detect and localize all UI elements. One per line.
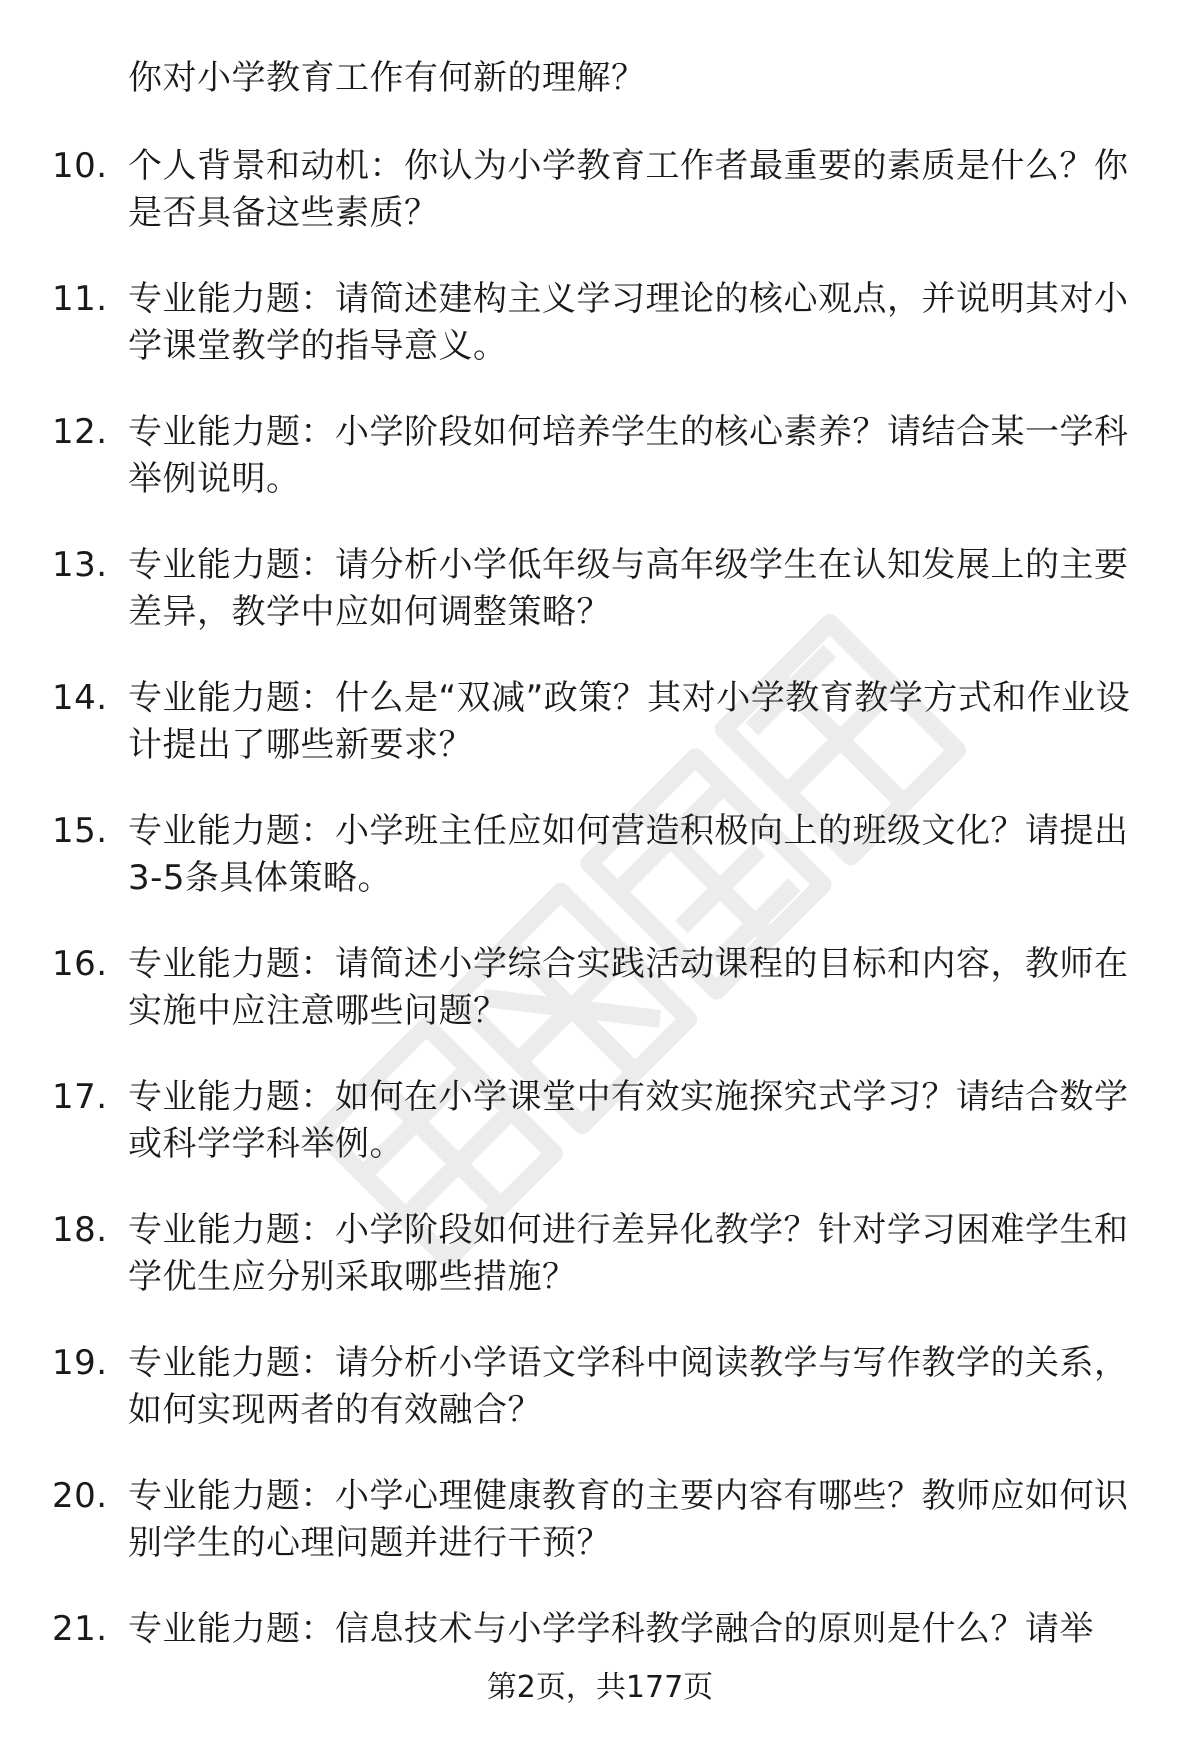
question-text-continuation: 你对小学教育工作有何新的理解？ (128, 58, 646, 98)
list-item (0, 1340, 1200, 1434)
question-text: 专业能力题：小学班主任应如何营造积极向上的班级文化？请提出3-5条具体策略。 (128, 811, 1129, 898)
question-text: 专业能力题：如何在小学课堂中有效实施探究式学习？请结合数学或科学学科举例。 (128, 1077, 1129, 1164)
list-item (0, 808, 1200, 902)
question-text: 专业能力题：信息技术与小学学科教学融合的原则是什么？请举 (128, 1609, 1094, 1649)
list-item (0, 55, 1200, 102)
question-number: 11. (52, 279, 108, 319)
question-text: 专业能力题：小学阶段如何培养学生的核心素养？请结合某一学科举例说明。 (128, 412, 1129, 499)
list-item (0, 941, 1200, 1035)
question-number: 10. (52, 146, 108, 186)
page-footer: 第2页，共177页 (486, 1670, 714, 1705)
question-number: 12. (52, 412, 108, 452)
question-number: 21. (52, 1609, 108, 1649)
question-number: 17. (52, 1077, 108, 1117)
list-item (0, 143, 1200, 237)
question-text: 专业能力题：请分析小学低年级与高年级学生在认知发展上的主要差异，教学中应如何调整策略？ (128, 545, 1129, 632)
question-text: 专业能力题：小学阶段如何进行差异化教学？针对学习困难学生和学优生应分别采取哪些措施？ (128, 1210, 1129, 1297)
list-item (0, 409, 1200, 503)
question-text: 专业能力题：请分析小学语文学科中阅读教学与写作教学的关系，如何实现两者的有效融合？ (128, 1343, 1129, 1430)
question-number: 14. (52, 678, 108, 718)
list-item (0, 675, 1200, 769)
list-item (0, 1074, 1200, 1168)
list-item (0, 1606, 1200, 1653)
question-number: 19. (52, 1343, 108, 1383)
question-text: 专业能力题：小学心理健康教育的主要内容有哪些？教师应如何识别学生的心理问题并进行干预？ (128, 1476, 1129, 1563)
question-number: 18. (52, 1210, 108, 1250)
question-text: 专业能力题：什么是“双减”政策？其对小学教育教学方式和作业设计提出了哪些新要求？ (128, 678, 1131, 765)
question-number: 15. (52, 811, 108, 851)
list-item (0, 542, 1200, 636)
list-item (0, 1473, 1200, 1567)
list-item (0, 276, 1200, 370)
question-text: 个人背景和动机：你认为小学教育工作者最重要的素质是什么？你是否具备这些素质？ (128, 146, 1129, 233)
question-text: 专业能力题：请简述建构主义学习理论的核心观点，并说明其对小学课堂教学的指导意义。 (128, 279, 1129, 366)
question-number: 16. (52, 944, 108, 984)
list-item (0, 1207, 1200, 1301)
question-list (0, 55, 1200, 1692)
question-number: 20. (52, 1476, 108, 1516)
question-text: 专业能力题：请简述小学综合实践活动课程的目标和内容，教师在实施中应注意哪些问题？ (128, 944, 1129, 1031)
question-number: 13. (52, 545, 108, 585)
